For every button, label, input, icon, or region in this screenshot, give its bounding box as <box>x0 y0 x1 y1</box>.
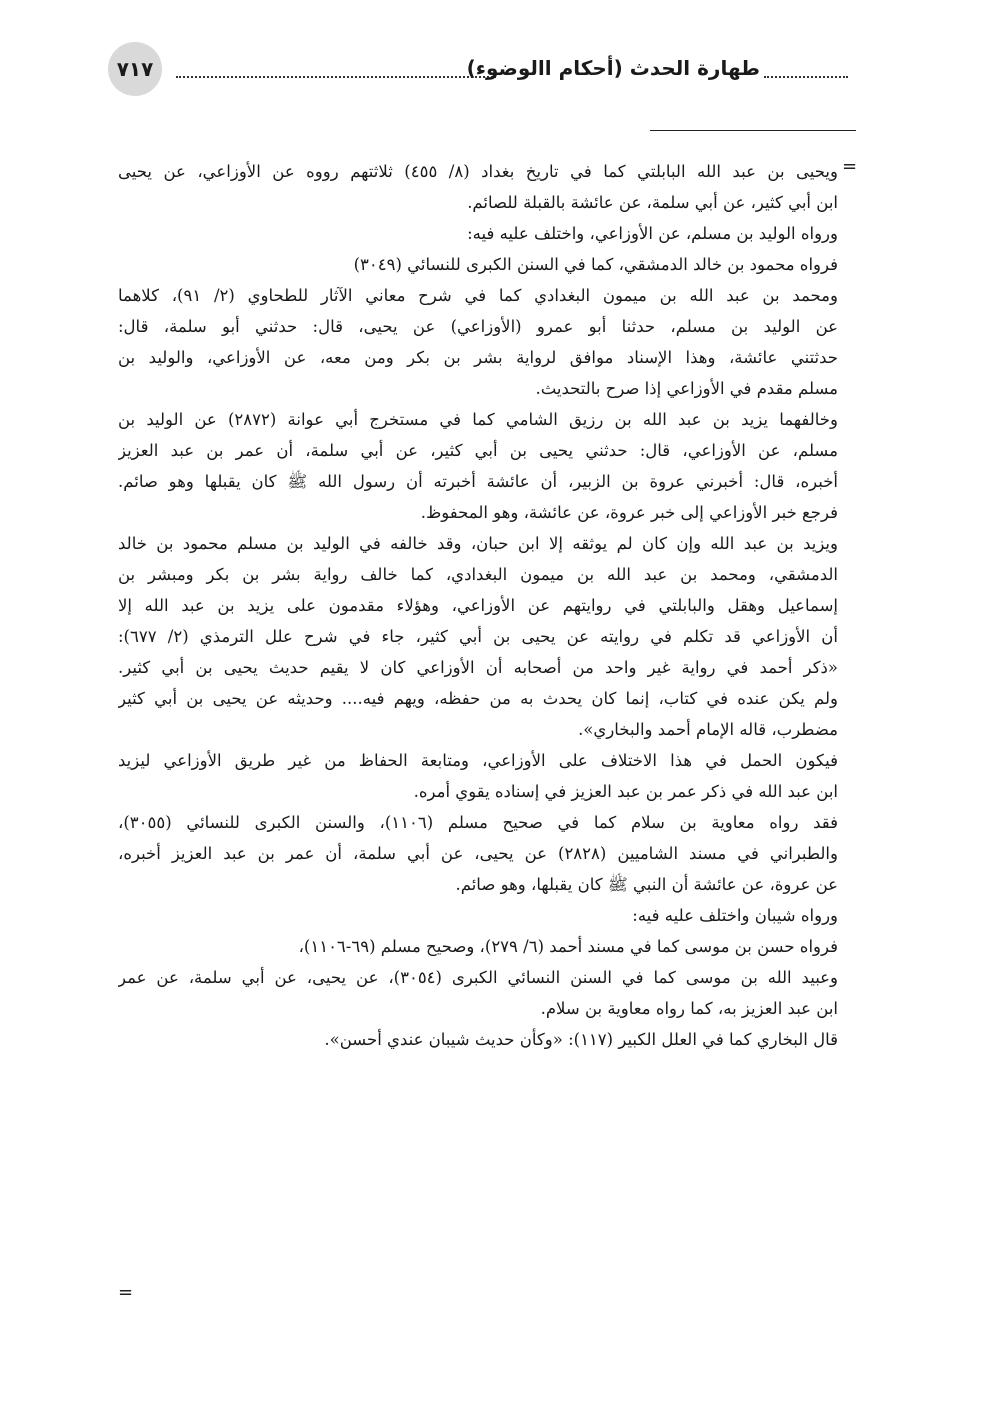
footnote-line: فقد رواه معاوية بن سلام كما في صحيح مسلم (١١٠٦)، والسنن الكبرى للنسائي (٣٠٥٥)، <box>118 813 838 832</box>
footnote-line: ابن أبي كثير، عن أبي سلمة، عن عائشة بالقبلة للصائم. <box>467 193 838 212</box>
footnote-line: حدثتني عائشة، وهذا الإسناد موافق لرواية بشر بن بكر ومن معه، عن الأوزاعي، والوليد بن <box>118 348 838 367</box>
footnote-separator-rule <box>650 130 856 131</box>
footnote-line: وعبيد الله بن موسى كما في السنن النسائي الكبرى (٣٠٥٤)، عن يحيى، عن أبي سلمة، عن عمر <box>118 968 838 987</box>
footnote-line: أخبره، قال: أخبرني عروة بن الزبير، أن عائشة أخبرته أن رسول الله ﷺ كان يقبلها وهو صائم. <box>118 472 838 491</box>
footnote-line: ورواه شيبان واختلف عليه فيه: <box>632 906 838 925</box>
header-dotted-leader-left <box>176 76 496 78</box>
footnote-line: عن الوليد بن مسلم، حدثنا أبو عمرو (الأوزاعي) عن يحيى، قال: حدثني أبو سلمة، قال: <box>118 317 838 336</box>
footnote-line: إسماعيل وهقل والبابلتي في روايتهم عن الأوزاعي، وهؤلاء مقدمون على يزيد بن عبد الله إلا <box>118 596 838 615</box>
footnote-line: ويزيد بن عبد الله وإن كان لم يوثقه إلا ابن حبان، وقد خالفه في الوليد بن مسلم محمود بن خالد <box>118 534 838 553</box>
footnote-line: والطبراني في مسند الشاميين (٢٨٢٨) عن يحيى، عن أبي سلمة، أن عمر بن عبد العزيز أخبره، <box>118 844 838 863</box>
running-title: طهارة الحدث (أحكام االوضوء) <box>466 56 760 80</box>
footnote-line: ولم يكن عنده في كتاب، إنما كان يحدث به من حفظه، ويهم فيه.... وحديثه عن يحيى بن أبي كثير <box>118 689 838 708</box>
footnote-line: ابن عبد الله في ذكر عمر بن عبد العزيز في إسناده يقوي أمره. <box>413 782 838 801</box>
footnote-line: فرواه حسن بن موسى كما في مسند أحمد (٦/ ٢٧٩)، وصحيح مسلم (٦٩-١١٠٦)، <box>298 937 838 956</box>
footnote-line: أن الأوزاعي قد تكلم في روايته عن يحيى بن أبي كثير، جاء في شرح علل الترمذي (٢/ ٦٧٧): <box>118 627 838 646</box>
footnote-line: فرجع خبر الأوزاعي إلى خبر عروة، عن عائشة، وهو المحفوظ. <box>420 503 838 522</box>
page-header <box>108 42 848 98</box>
footnote-line: وخالفهما يزيد بن عبد الله بن رزيق الشامي كما في مستخرج أبي عوانة (٢٨٧٢) عن الوليد بن <box>118 410 838 429</box>
footnote-line: مسلم، عن الأوزاعي، قال: حدثني يحيى بن أبي كثير، عن أبي سلمة، أن عمر بن عبد العزيز <box>118 441 838 460</box>
header-dotted-leader-right <box>764 76 848 78</box>
continuation-marker-top: = <box>842 156 858 177</box>
footnote-line: فرواه محمود بن خالد الدمشقي، كما في السنن الكبرى للنسائي (٣٠٤٩) <box>353 255 838 274</box>
footnote-line: عن عروة، عن عائشة أن النبي ﷺ كان يقبلها، وهو صائم. <box>455 875 838 894</box>
footnote-line: قال البخاري كما في العلل الكبير (١١٧): «وكأن حديث شيبان عندي أحسن». <box>324 1030 838 1049</box>
footnote-line: مسلم مقدم في الأوزاعي إذا صرح بالتحديث. <box>535 379 838 398</box>
page-number: ٧١٧ <box>108 42 162 96</box>
footnote-line: ويحيى بن عبد الله البابلتي كما في تاريخ بغداد (٨/ ٤٥٥) ثلاثتهم رووه عن الأوزاعي، عن يحيى <box>118 162 838 181</box>
footnote-text <box>118 156 838 1055</box>
footnote-line: مضطرب، قاله الإمام أحمد والبخاري». <box>578 720 838 739</box>
footnote-line: الدمشقي، ومحمد بن عبد الله بن ميمون البغدادي، كما خالف رواية بشر بن بكر ومبشر بن <box>118 565 838 584</box>
footnote-line: ابن عبد العزيز به، كما رواه معاوية بن سلام. <box>540 999 838 1018</box>
continuation-marker-bottom: = <box>118 1282 134 1303</box>
footnote-line: «ذكر أحمد في رواية غير واحد من أصحابه أن الأوزاعي كان لا يقيم حديث يحيى بن أبي كثير. <box>118 658 838 677</box>
footnote-line: فيكون الحمل في هذا الاختلاف على الأوزاعي، ومتابعة الحفاظ من غير طريق الأوزاعي ليزيد <box>118 751 838 770</box>
footnote-line: ورواه الوليد بن مسلم، عن الأوزاعي، واختلف عليه فيه: <box>467 224 838 243</box>
footnote-line: ومحمد بن عبد الله بن ميمون البغدادي كما في شرح معاني الآثار للطحاوي (٢/ ٩١)، كلاهما <box>118 286 838 305</box>
